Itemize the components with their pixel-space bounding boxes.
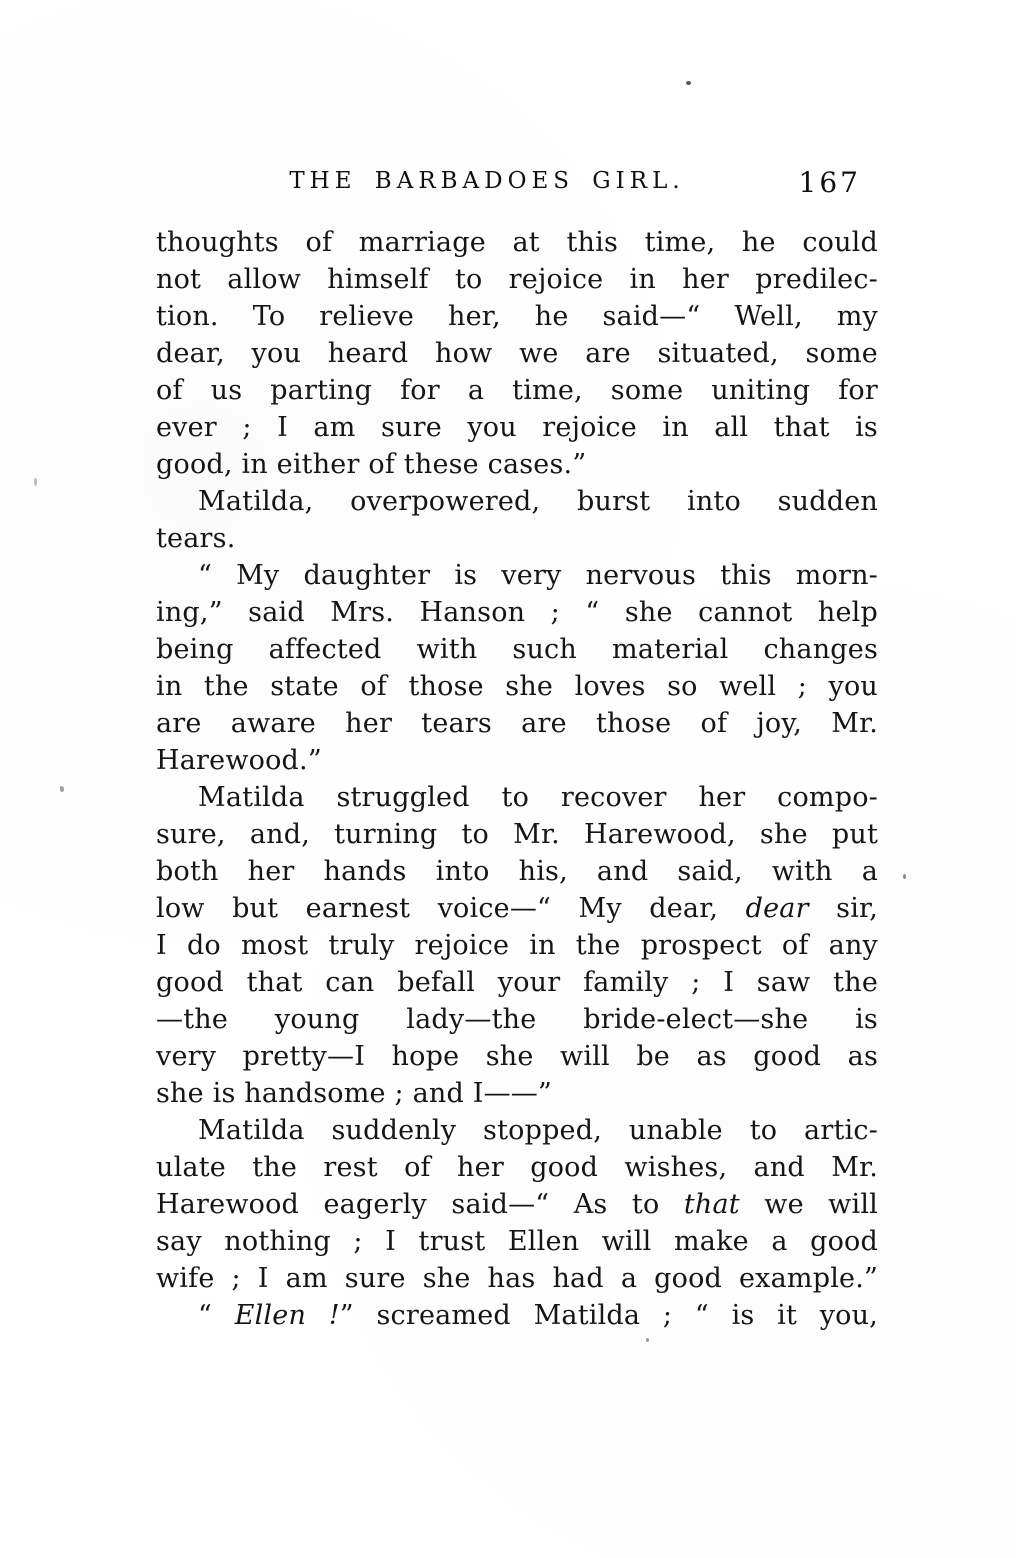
text-line bbox=[156, 1038, 878, 1075]
text-line bbox=[156, 483, 878, 520]
text-line bbox=[156, 446, 878, 483]
page-title: THE BARBADOES GIRL. bbox=[289, 168, 685, 194]
text-segment: ulate the rest of her good wishes, and Mr. bbox=[156, 1152, 878, 1183]
text-segment: being affected with such material changes bbox=[156, 634, 878, 665]
text-segment: tion. To relieve her, he said—“ Well, my bbox=[156, 301, 878, 332]
text-segment: not allow himself to rejoice in her predilec- bbox=[156, 264, 878, 295]
text-segment: —the young lady—the bride-elect—she is bbox=[156, 1004, 878, 1035]
text-line bbox=[156, 890, 878, 927]
text-line bbox=[156, 261, 878, 298]
scan-speck bbox=[34, 478, 37, 486]
text-segment: thoughts of marriage at this time, he could bbox=[156, 227, 878, 258]
text-line bbox=[156, 668, 878, 705]
text-segment: we will bbox=[739, 1189, 879, 1220]
text-line bbox=[156, 705, 878, 742]
text-line bbox=[156, 1260, 878, 1297]
text-line bbox=[156, 1149, 878, 1186]
text-segment: are aware her tears are those of joy, Mr. bbox=[156, 708, 878, 739]
text-segment: “ My daughter is very nervous this morn- bbox=[198, 560, 878, 591]
text-segment: Matilda suddenly stopped, unable to artic- bbox=[198, 1115, 878, 1146]
text-segment: very pretty—I hope she will be as good as bbox=[156, 1041, 878, 1072]
text-line bbox=[156, 372, 878, 409]
text-segment: I do most truly rejoice in the prospect of any bbox=[156, 930, 878, 961]
text-segment: tears. bbox=[156, 523, 236, 554]
text-segment: Matilda struggled to recover her compo- bbox=[198, 782, 878, 813]
text-line bbox=[156, 409, 878, 446]
text-line bbox=[156, 335, 878, 372]
text-segment: she is handsome ; and I——” bbox=[156, 1078, 553, 1109]
text-line bbox=[156, 1112, 878, 1149]
text-segment: low but earnest voice—“ My dear, bbox=[156, 893, 746, 924]
text-segment: Harewood eagerly said—“ As to bbox=[156, 1189, 684, 1220]
italic-text: that bbox=[683, 1189, 740, 1220]
text-segment: ever ; I am sure you rejoice in all that is bbox=[156, 412, 878, 443]
text-line bbox=[156, 742, 878, 779]
running-header bbox=[155, 166, 879, 200]
text-line bbox=[156, 779, 878, 816]
text-line bbox=[156, 520, 878, 557]
text-segment: good, in either of these cases.” bbox=[156, 449, 587, 480]
text-segment: say nothing ; I trust Ellen will make a good bbox=[156, 1226, 878, 1257]
text-line bbox=[156, 594, 878, 631]
text-line bbox=[156, 557, 878, 594]
text-line bbox=[156, 853, 878, 890]
scan-speck bbox=[903, 874, 906, 879]
italic-text: dear bbox=[745, 893, 809, 924]
page-number: 167 bbox=[798, 166, 861, 199]
text-line bbox=[156, 927, 878, 964]
text-line bbox=[156, 1223, 878, 1260]
text-segment: dear, you heard how we are situated, some bbox=[156, 338, 878, 369]
page-text bbox=[156, 224, 878, 1334]
text-segment: ” screamed Matilda ; “ is it you, bbox=[339, 1300, 878, 1331]
text-segment: Matilda, overpowered, burst into sudden bbox=[198, 486, 878, 517]
text-line bbox=[156, 298, 878, 335]
text-segment: wife ; I am sure she has had a good example.” bbox=[156, 1263, 878, 1294]
italic-text: Ellen ! bbox=[234, 1300, 340, 1331]
text-line bbox=[156, 964, 878, 1001]
text-segment: in the state of those she loves so well ; you bbox=[156, 671, 878, 702]
text-segment: sure, and, turning to Mr. Harewood, she put bbox=[156, 819, 878, 850]
text-line bbox=[156, 1001, 878, 1038]
text-segment: of us parting for a time, some uniting for bbox=[156, 375, 878, 406]
text-line bbox=[156, 1075, 878, 1112]
text-line bbox=[156, 631, 878, 668]
text-line bbox=[156, 224, 878, 261]
text-segment: Harewood.” bbox=[156, 745, 322, 776]
scan-speck bbox=[60, 786, 64, 792]
text-segment: ing,” said Mrs. Hanson ; “ she cannot help bbox=[156, 597, 878, 628]
scan-speck bbox=[686, 81, 691, 85]
scan-speck bbox=[646, 1338, 649, 1342]
text-segment: sir, bbox=[808, 893, 878, 924]
text-segment: “ bbox=[198, 1300, 235, 1331]
text-line bbox=[156, 816, 878, 853]
text-line bbox=[156, 1297, 878, 1334]
text-segment: good that can befall your family ; I saw the bbox=[156, 967, 878, 998]
text-segment: both her hands into his, and said, with a bbox=[156, 856, 878, 887]
text-line bbox=[156, 1186, 878, 1223]
